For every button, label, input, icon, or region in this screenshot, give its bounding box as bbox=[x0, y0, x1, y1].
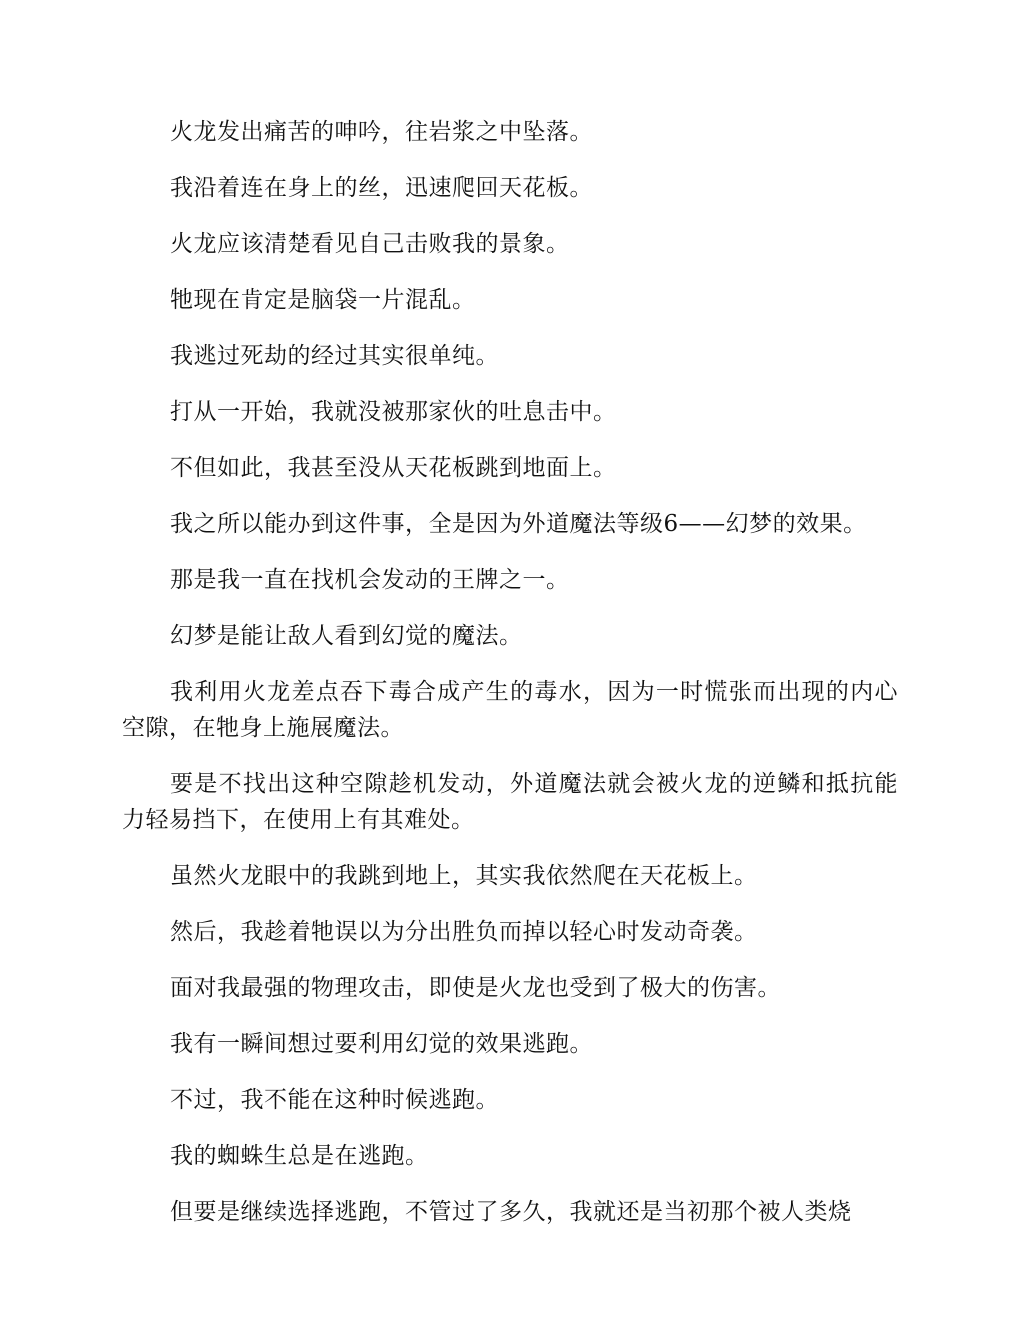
paragraph: 面对我最强的物理攻击，即使是火龙也受到了极大的伤害。 bbox=[170, 975, 781, 1001]
paragraph: 我之所以能办到这件事，全是因为外道魔法等级6——幻梦的效果。 bbox=[170, 511, 867, 537]
paragraph: 我利用火龙差点吞下毒合成产生的毒水，因为一时慌张而出现的内心空隙，在牠身上施展魔法。 bbox=[122, 679, 898, 741]
paragraph: 要是不找出这种空隙趁机发动，外道魔法就会被火龙的逆鳞和抵抗能力轻易挡下，在使用上有其难处。 bbox=[122, 771, 898, 833]
text-body bbox=[122, 114, 898, 1250]
paragraph: 然后，我趁着牠误以为分出胜负而掉以轻心时发动奇袭。 bbox=[170, 919, 758, 945]
paragraph: 火龙发出痛苦的呻吟，往岩浆之中坠落。 bbox=[170, 119, 593, 145]
paragraph: 牠现在肯定是脑袋一片混乱。 bbox=[170, 287, 476, 313]
paragraph: 不但如此，我甚至没从天花板跳到地面上。 bbox=[170, 455, 617, 481]
paragraph: 幻梦是能让敌人看到幻觉的魔法。 bbox=[170, 623, 523, 649]
paragraph: 不过，我不能在这种时候逃跑。 bbox=[170, 1087, 499, 1113]
paragraph: 打从一开始，我就没被那家伙的吐息击中。 bbox=[170, 399, 617, 425]
paragraph: 虽然火龙眼中的我跳到地上，其实我依然爬在天花板上。 bbox=[170, 863, 758, 889]
paragraph: 我沿着连在身上的丝，迅速爬回天花板。 bbox=[170, 175, 593, 201]
paragraph: 我的蜘蛛生总是在逃跑。 bbox=[170, 1143, 429, 1169]
paragraph: 我逃过死劫的经过其实很单纯。 bbox=[170, 343, 499, 369]
paragraph: 火龙应该清楚看见自己击败我的景象。 bbox=[170, 231, 570, 257]
paragraph: 那是我一直在找机会发动的王牌之一。 bbox=[170, 567, 570, 593]
paragraph: 我有一瞬间想过要利用幻觉的效果逃跑。 bbox=[170, 1031, 593, 1057]
paragraph: 但要是继续选择逃跑，不管过了多久，我就还是当初那个被人类烧 bbox=[170, 1199, 852, 1225]
